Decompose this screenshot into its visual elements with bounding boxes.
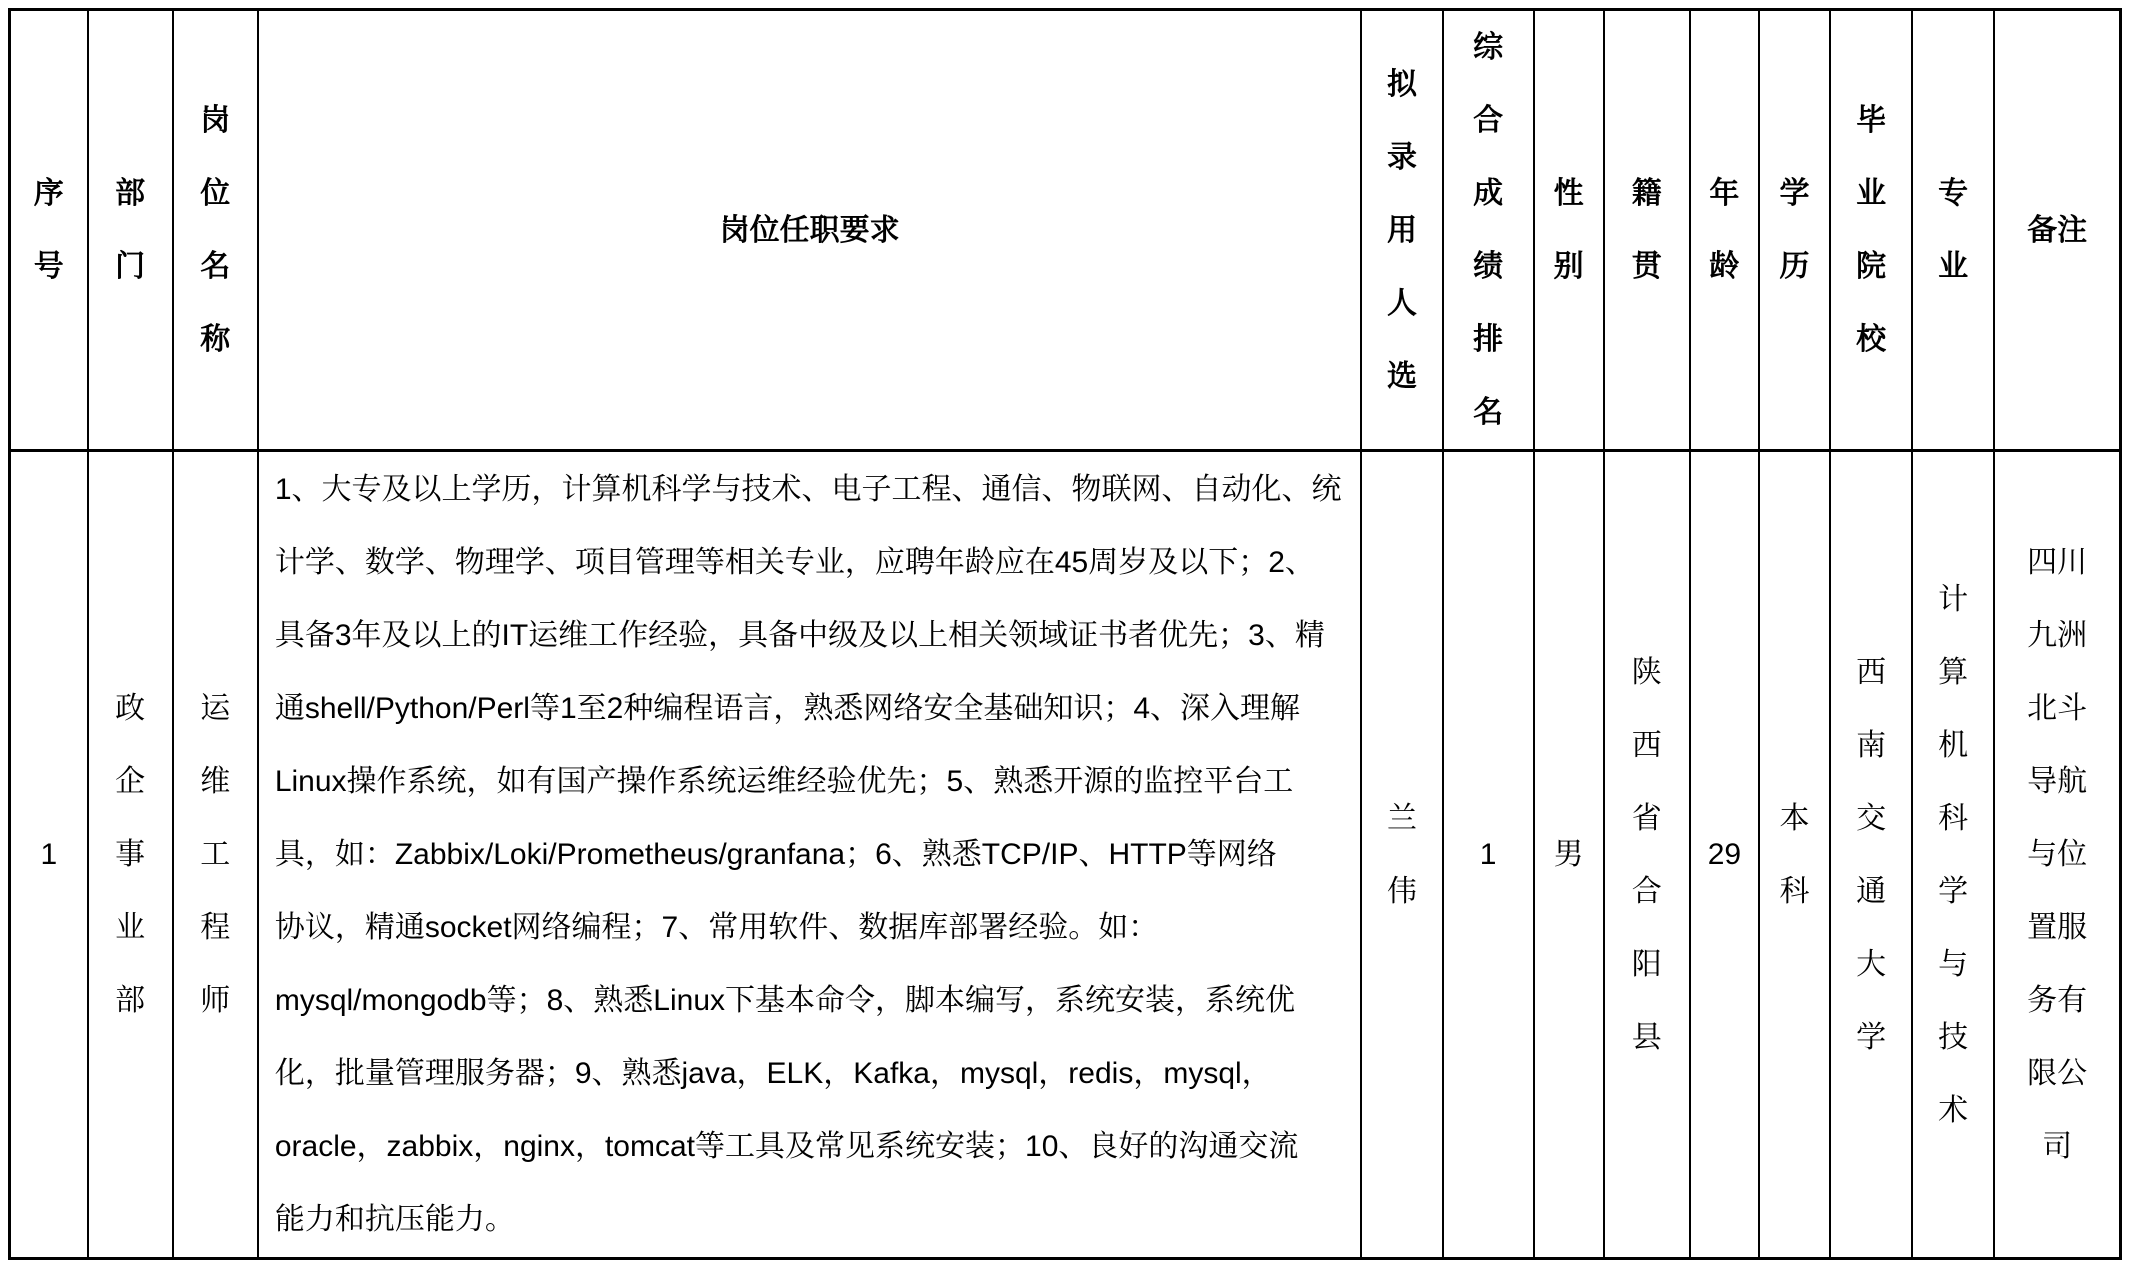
header-label: 拟录用人选 xyxy=(1386,67,1417,393)
requirement-line: 具，如：Zabbix/Loki/Prometheus/granfana；6、熟悉TCP/IP、HTTP等网络 xyxy=(274,838,1277,871)
cell-xingbie xyxy=(1534,451,1604,1259)
cell-zonghe-chengji-paiming xyxy=(1443,451,1534,1259)
cell-zhuanye xyxy=(1912,451,1994,1259)
header-label: 学历 xyxy=(1779,177,1810,283)
requirement-line: 通shell/Python/Perl等1至2种编程语言，熟悉网络安全基础知识；4、深入理解 xyxy=(274,692,1300,725)
header-cell-ni-luyong-renxuan xyxy=(1361,10,1442,451)
cell-beizhu xyxy=(1994,451,2120,1259)
header-cell-biye-yuanxiao xyxy=(1830,10,1912,451)
header-cell-jiguan xyxy=(1604,10,1690,451)
cell-gangwei-mingcheng xyxy=(173,451,258,1259)
header-label: 岗位任职要求 xyxy=(719,213,900,247)
recruitment-table-sheet xyxy=(8,8,2122,1260)
header-label: 综合成绩排名 xyxy=(1473,31,1504,429)
requirement-line: 1、大专及以上学历，计算机科学与技术、电子工程、通信、物联网、自动化、统 xyxy=(274,473,1342,506)
header-cell-nianling xyxy=(1690,10,1759,451)
cell-value: 运维工程师 xyxy=(200,692,231,1017)
header-cell-zhuanye xyxy=(1912,10,1994,451)
cell-value: 计算机科学与技术 xyxy=(1938,582,1969,1127)
cell-value: 陕西省合阳县 xyxy=(1631,655,1662,1054)
header-label: 专业 xyxy=(1938,177,1969,283)
header-label: 序号 xyxy=(33,177,64,283)
requirement-line: 具备3年及以上的IT运维工作经验，具备中级及以上相关领域证书者优先；3、精 xyxy=(274,619,1325,652)
header-cell-zonghe-chengji-paiming xyxy=(1443,10,1534,451)
cell-value: 男 xyxy=(1553,838,1584,871)
header-label: 备注 xyxy=(2027,213,2088,247)
header-cell-xueli xyxy=(1759,10,1830,451)
requirement-line: 计学、数学、物理学、项目管理等相关专业，应聘年龄应在45周岁及以下；2、 xyxy=(274,546,1315,579)
requirement-line: 化，批量管理服务器；9、熟悉java，ELK，Kafka，mysql，redis，mysql， xyxy=(274,1057,1272,1090)
requirement-line: 协议，精通socket网络编程；7、常用软件、数据库部署经验。如： xyxy=(274,911,1159,944)
header-cell-xingbie xyxy=(1534,10,1604,451)
header-label: 部门 xyxy=(115,177,146,283)
table-row xyxy=(10,451,2121,1259)
header-cell-renzhi-yaoqiu xyxy=(258,10,1362,451)
header-label: 籍贯 xyxy=(1631,177,1662,283)
requirement-line: Linux操作系统，如有国产操作系统运维经验优先；5、熟悉开源的监控平台工 xyxy=(274,765,1294,798)
header-cell-bumen xyxy=(88,10,173,451)
cell-value: 1 xyxy=(1479,838,1497,871)
requirement-line: mysql/mongodb等；8、熟悉Linux下基本命令，脚本编写，系统安装，系统优 xyxy=(274,984,1296,1017)
cell-renzhi-yaoqiu xyxy=(258,451,1362,1259)
cell-xueli xyxy=(1759,451,1830,1259)
cell-value: 兰伟 xyxy=(1386,801,1417,908)
cell-value: 29 xyxy=(1707,838,1742,871)
cell-value: 本科 xyxy=(1779,801,1810,908)
requirement-line: 能力和抗压能力。 xyxy=(274,1203,515,1236)
header-row xyxy=(10,10,2121,451)
cell-value: 1 xyxy=(40,838,58,871)
header-cell-xuhao xyxy=(10,10,88,451)
cell-value: 西南交通大学 xyxy=(1856,655,1887,1054)
header-label: 性别 xyxy=(1553,177,1584,283)
cell-ni-luyong-renxuan xyxy=(1361,451,1442,1259)
recruitment-table xyxy=(8,8,2122,1260)
header-label: 毕业院校 xyxy=(1856,104,1887,356)
cell-nianling xyxy=(1690,451,1759,1259)
header-cell-gangwei-mingcheng xyxy=(173,10,258,451)
cell-biye-yuanxiao xyxy=(1830,451,1912,1259)
cell-value: 政企事业部 xyxy=(115,692,146,1017)
header-label: 年龄 xyxy=(1709,177,1740,283)
header-cell-beizhu xyxy=(1994,10,2120,451)
cell-bumen xyxy=(88,451,173,1259)
cell-jiguan xyxy=(1604,451,1690,1259)
cell-value: 四川九洲北斗导航与位置服务有限公司 xyxy=(2027,546,2088,1163)
header-label: 岗位名称 xyxy=(200,104,231,356)
requirements-text xyxy=(275,453,1343,1256)
cell-xuhao xyxy=(10,451,88,1259)
requirement-line: oracle，zabbix，nginx，tomcat等工具及常见系统安装；10、良好的沟通交流 xyxy=(274,1130,1299,1163)
